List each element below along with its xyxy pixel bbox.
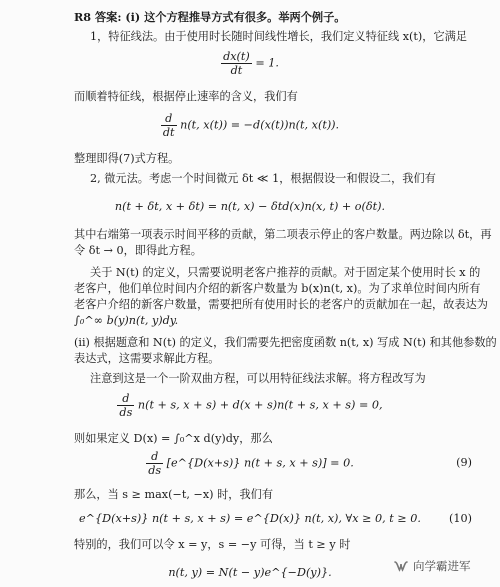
paragraph-explain-1: 其中右端第一项表示时间平移的贡献，第二项表示停止的客户数量。两边除以 δt，再 — [74, 228, 492, 241]
part-ii-1: (ii) 根据题意和 N(t) 的定义，我们需要先把密度函数 n(t, x) 写成 N(t) 和其他参数的 — [74, 336, 497, 349]
answer-heading: R8 答案: (i) 这个方程推导方式有很多。举两个例子。 — [74, 10, 346, 24]
paragraph-Nt-2: 老客户，他们单位时间内介绍的新客户数量为 b(x)n(t, x)。为了求单位时间内所有 — [74, 282, 481, 295]
watermark — [393, 555, 493, 577]
paragraph-when-s: 那么，当 s ≥ max(−t, −x) 时，我们有 — [74, 488, 274, 501]
paragraph-Nt-3: 老客户介绍的新客户数量，需要把所有使用时长的老客户的贡献加在一起，故表达为 — [74, 298, 488, 311]
equation-final: n(t, y) = N(t − y)e^{−D(y)}. — [168, 566, 332, 579]
method2-intro: 2, 微元法。考虑一个时间微元 δt ≪ 1，根据假设一和假设二，我们有 — [90, 172, 436, 185]
equation-9: $\frac{d}{ds}$ [e^{D(x+s)} n(t + s, x + s)] = 0. — [148, 450, 354, 477]
equation-stop-rate: $\frac{d}{dt}$ n(t, x(t)) = −d(x(t))n(t, x(t)). — [162, 112, 340, 139]
paragraph-special: 特别的，我们可以令 x = y，s = −y 可得，当 t ≥ y 时 — [74, 538, 351, 551]
equation-microelement: n(t + δt, x + δt) = n(t, x) − δtd(x)n(x, t) + o(δt). — [114, 200, 386, 213]
equation-characteristic: $\frac{dx(t)}{dt}$ = 1. — [223, 50, 279, 77]
watermark-text: 向学霸进军 — [413, 559, 471, 573]
equation-number-9: (9) — [456, 456, 472, 469]
wechat-channel-icon — [393, 558, 409, 574]
paragraph-Nt-1: 关于 N(t) 的定义，只需要说明老客户推荐的贡献。对于固定某个使用时长 x 的 — [90, 266, 481, 279]
part-ii-3: 注意到这是一个一阶双曲方程，可以用特征线法求解。将方程改写为 — [90, 372, 426, 385]
integral-expression: ∫₀^∞ b(y)n(t, y)dy. — [74, 314, 179, 327]
part-ii-2: 表达式，这需要求解此方程。 — [74, 352, 220, 365]
method1-intro: 1，特征线法。由于使用时长随时间线性增长，我们定义特征线 x(t)，它满足 — [90, 30, 468, 43]
equation-hyperbolic: $\frac{d}{ds}$ n(t + s, x + s) + d(x + s)n(t + s, x + s) = 0, — [119, 392, 383, 419]
equation-10: e^{D(x+s)} n(t + s, x + s) = e^{D(x)} n(t, x), ∀x ≥ 0, t ≥ 0. — [79, 512, 421, 525]
paragraph-conclusion-7: 整理即得(7)式方程。 — [74, 152, 180, 165]
paragraph-explain-2: 令 δt → 0，即得此方程。 — [74, 244, 202, 257]
paragraph-along-characteristic: 而顺着特征线，根据停止速率的含义，我们有 — [74, 90, 298, 103]
equation-number-10: (10) — [449, 512, 472, 525]
define-D: 则如果定义 D(x) = ∫₀^x d(y)dy，那么 — [74, 432, 273, 445]
